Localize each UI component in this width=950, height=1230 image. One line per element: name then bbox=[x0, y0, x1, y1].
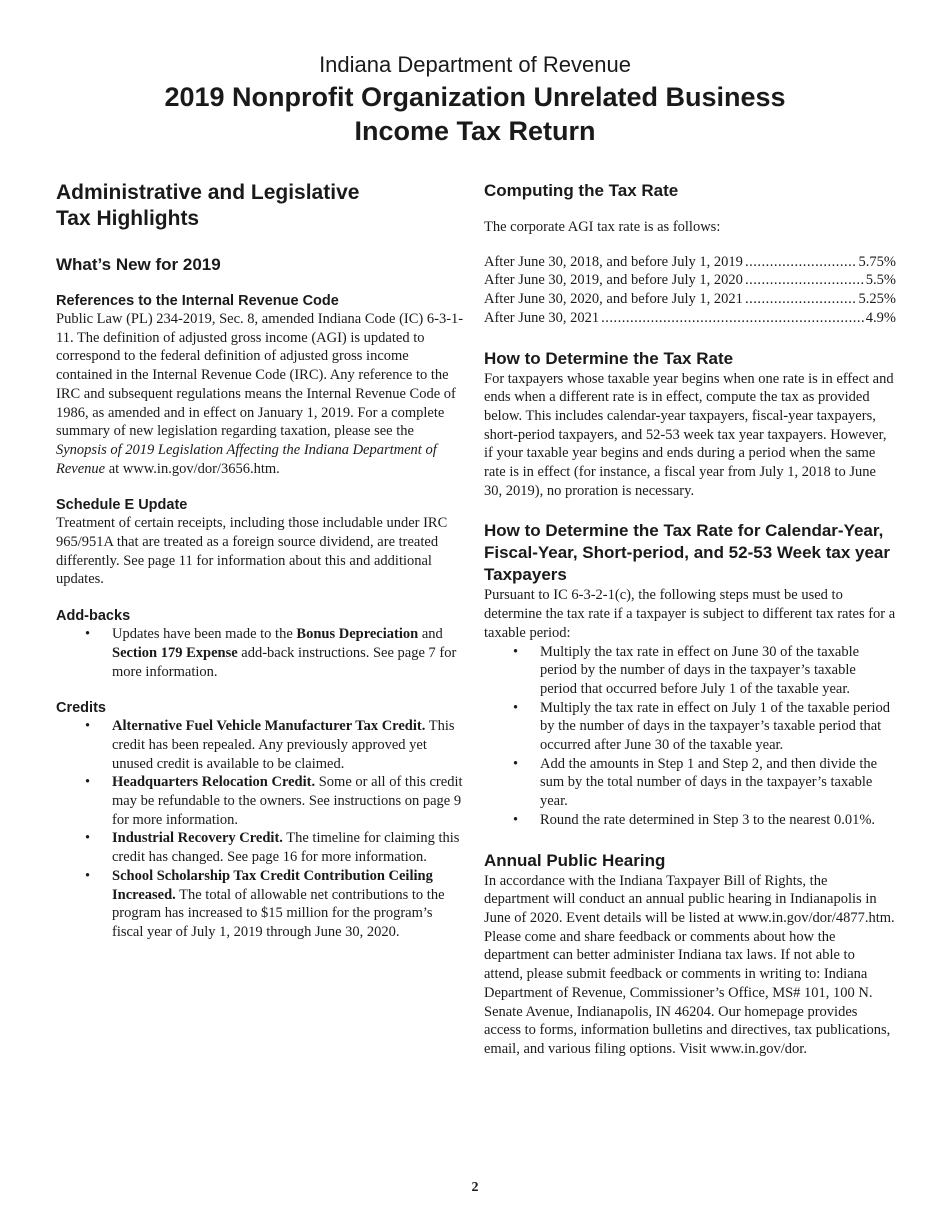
page-number: 2 bbox=[471, 1180, 479, 1195]
list-item: • Headquarters Relocation Credit. Some or all of this credit may be refundable to the owners. See instructions on page 9 for more information. bbox=[112, 773, 466, 829]
irc-heading: References to the Internal Revenue Code bbox=[56, 293, 339, 309]
rate-row: After June 30, 2021 ..... 4.9% bbox=[484, 309, 896, 328]
list-item: • Alternative Fuel Vehicle Manufacturer Tax Credit. This credit has been repealed. Any previously approved yet unused credit is available to be claimed. bbox=[112, 717, 466, 773]
credits-section bbox=[56, 699, 466, 941]
hearing-section bbox=[484, 850, 896, 1059]
schedule-e-body: Treatment of certain receipts, including those includable under IRC 965/951A that are treated as a foreign source dividend, are treated differently. See page 11 for information about this and additional updates. bbox=[56, 515, 448, 588]
calendar-section bbox=[484, 520, 896, 829]
determine-body: For taxpayers whose taxable year begins when one rate is in effect and ends when a different rate is in effect, compute the tax as provided below. This includes calendar-year taxpayers, fiscal-year taxpayers, short-period taxpayers, and 52-53 week tax year taxpayers. However, if your taxable year begins and ends during a period when the same rate is in effect (for instance, a fiscal year from July 1, 2018 to June 30, 2019), no proration is necessary. bbox=[484, 370, 894, 499]
irc-body: Public Law (PL) 234-2019, Sec. 8, amended Indiana Code (IC) 6-3-1-11. The definition of adjusted gross income (AGI) is updated to correspond to the federal definition of adjusted gross income contained in the Internal Revenue Code (IRC). Any reference to the IRC and subsequent regulations means the Internal Revenue Code of 1986, as amended and in effect on January 1, 2019. For a complete summary of new legislation regarding taxation, please see the Synopsis of 2019 Legislation Affecting the Indiana Department of Revenue at www.in.gov/dor/3656.htm. bbox=[56, 311, 464, 477]
agency-name: Indiana Department of Revenue bbox=[319, 52, 631, 77]
determine-heading: How to Determine the Tax Rate bbox=[484, 348, 734, 368]
credits-list bbox=[56, 717, 466, 941]
document-title bbox=[0, 80, 950, 148]
list-item: • Add the amounts in Step 1 and Step 2, and then divide the sum by the total number of days in the taxpayer’s taxable year. bbox=[540, 755, 896, 811]
rate-row: After June 30, 2019, and before July 1, 2020 ..... 5.5% bbox=[484, 271, 896, 290]
computing-intro: The corporate AGI tax rate is as follows: bbox=[484, 219, 721, 235]
addbacks-section bbox=[56, 607, 466, 681]
list-item: • School Scholarship Tax Credit Contribution Ceiling Increased. The total of allowable net contributions to the program has increased to $15 million for the program’s fiscal year of July 1, 2019 through June 30, 2020. bbox=[112, 867, 466, 942]
steps-list bbox=[484, 643, 896, 830]
title-line-2: Income Tax Return bbox=[354, 116, 596, 146]
highlights-heading: Administrative and Legislative Tax Highlights bbox=[56, 181, 360, 230]
determine-section bbox=[484, 348, 896, 501]
list-item: • Round the rate determined in Step 3 to the nearest 0.01%. bbox=[540, 811, 896, 830]
credits-heading: Credits bbox=[56, 700, 106, 717]
rate-row: After June 30, 2018, and before July 1, 2019 ..... 5.75% bbox=[484, 253, 896, 272]
irc-section bbox=[56, 292, 466, 478]
left-column bbox=[56, 176, 466, 960]
title-line-1: 2019 Nonprofit Organization Unrelated Business bbox=[164, 82, 786, 112]
schedule-e-section bbox=[56, 496, 466, 589]
addbacks-list bbox=[56, 625, 466, 681]
right-column bbox=[484, 176, 896, 1077]
hearing-body: In accordance with the Indiana Taxpayer Bill of Rights, the department will conduct an annual public hearing in Indianapolis in June of 2020. Event details will be listed at www.in.gov/dor/4877.htm. Please come and share feedback or comments about how the department can better administer Indiana tax laws. If not able to attend, please submit feedback or comments in writing to: Indiana Department of Revenue, Commissioner’s Office, MS# 101, 100 N. Senate Avenue, Indianapolis, IN 46204. Our homepage provides access to forms, information bulletins and directives, tax publications, email, and various filing options. Visit www.in.gov/dor. bbox=[484, 872, 895, 1057]
hearing-heading: Annual Public Hearing bbox=[484, 850, 666, 870]
calendar-intro: Pursuant to IC 6-3-2-1(c), the following steps must be used to determine the tax rate if a taxpayer is subject to different tax rates for a taxable period: bbox=[484, 587, 896, 641]
page-header bbox=[0, 50, 950, 148]
computing-heading: Computing the Tax Rate bbox=[484, 181, 679, 200]
rate-row: After June 30, 2020, and before July 1, 2021 ..... 5.25% bbox=[484, 290, 896, 309]
list-item: • Updates have been made to the Bonus Depreciation and Section 179 Expense add-back instructions. See page 7 for more information. bbox=[112, 625, 466, 681]
list-item: • Industrial Recovery Credit. The timeline for claiming this credit has changed. See page 16 for more information. bbox=[112, 829, 466, 866]
rate-table bbox=[484, 253, 896, 328]
addbacks-heading: Add-backs bbox=[56, 608, 131, 625]
whats-new-heading: What’s New for 2019 bbox=[56, 255, 221, 274]
schedule-e-heading: Schedule E Update bbox=[56, 497, 188, 514]
list-item: • Multiply the tax rate in effect on June 30 of the taxable period by the number of days in the taxpayer’s taxable period that occurred before July 1 of the taxable year. bbox=[540, 643, 896, 699]
calendar-heading: How to Determine the Tax Rate for Calendar-Year, Fiscal-Year, Short-period, and 52-53 Week tax year Taxpayers bbox=[484, 521, 890, 585]
list-item: • Multiply the tax rate in effect on July 1 of the taxable period by the number of days in the taxpayer’s taxable period that occurred after June 30 of the taxable year. bbox=[540, 699, 896, 755]
